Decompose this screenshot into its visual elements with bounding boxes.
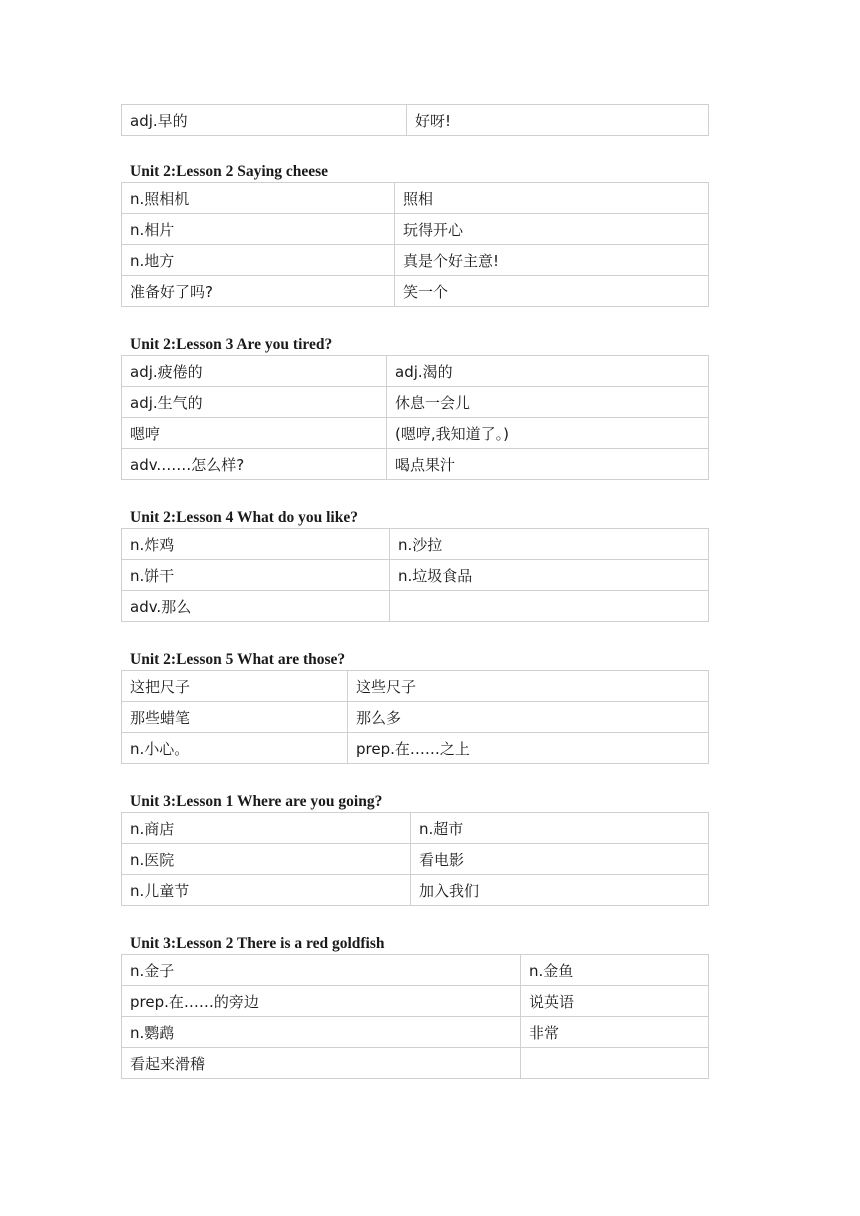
- table-cell: adj.疲倦的: [122, 356, 387, 387]
- table-row: [122, 356, 709, 387]
- table-row: [122, 844, 709, 875]
- table-row: [122, 702, 709, 733]
- table-row: [122, 560, 709, 591]
- table-cell: 好呀!: [407, 105, 709, 136]
- table-row: [122, 276, 709, 307]
- table-cell: 那么多: [348, 702, 709, 733]
- table-row: [122, 986, 709, 1017]
- table-cell: adv.那么: [122, 591, 390, 622]
- table-cell: 玩得开心: [395, 214, 709, 245]
- table-cell: [390, 591, 709, 622]
- table-cell: 那些蜡笔: [122, 702, 348, 733]
- section-heading: Unit 2:Lesson 3 Are you tired?: [130, 336, 333, 353]
- table-row: [122, 955, 709, 986]
- table-cell: n.金鱼: [521, 955, 709, 986]
- vocab-table: [121, 528, 708, 622]
- section-heading: Unit 2:Lesson 5 What are those?: [130, 651, 346, 668]
- table-cell: 喝点果汁: [387, 449, 709, 480]
- vocab-table: [121, 670, 708, 764]
- table-cell: adj.渴的: [387, 356, 709, 387]
- table-row: [122, 105, 709, 136]
- table-cell: prep.在……之上: [348, 733, 709, 764]
- table-cell: n.儿童节: [122, 875, 411, 906]
- table-cell: n.垃圾食品: [390, 560, 709, 591]
- table-cell: 休息一会儿: [387, 387, 709, 418]
- table-row: [122, 733, 709, 764]
- vocab-table-top: [121, 104, 708, 136]
- table-cell: 看电影: [411, 844, 709, 875]
- table-cell: n.相片: [122, 214, 395, 245]
- vocab-table: [121, 355, 708, 480]
- table-cell: 这些尺子: [348, 671, 709, 702]
- table-row: [122, 875, 709, 906]
- table-cell: 准备好了吗?: [122, 276, 395, 307]
- table-cell: n.地方: [122, 245, 395, 276]
- table-cell: n.鹦鹉: [122, 1017, 521, 1048]
- table-cell: 照相: [395, 183, 709, 214]
- table-cell: prep.在……的旁边: [122, 986, 521, 1017]
- table-cell: 嗯哼: [122, 418, 387, 449]
- table-cell: 加入我们: [411, 875, 709, 906]
- table-cell: 笑一个: [395, 276, 709, 307]
- table-row: [122, 214, 709, 245]
- vocab-table: [121, 812, 708, 906]
- table-cell: 这把尺子: [122, 671, 348, 702]
- table-cell: n.炸鸡: [122, 529, 390, 560]
- table-cell: n.沙拉: [390, 529, 709, 560]
- section-heading: Unit 3:Lesson 1 Where are you going?: [130, 793, 383, 810]
- table-row: [122, 183, 709, 214]
- table-cell: n.金子: [122, 955, 521, 986]
- table-row: [122, 1048, 709, 1079]
- table-cell: adj.早的: [122, 105, 407, 136]
- table-row: [122, 245, 709, 276]
- table-cell: adj.生气的: [122, 387, 387, 418]
- table-row: [122, 418, 709, 449]
- vocab-table: [121, 954, 708, 1079]
- section-heading: Unit 3:Lesson 2 There is a red goldfish: [130, 935, 385, 952]
- table-row: [122, 591, 709, 622]
- table-cell: adv.……怎么样?: [122, 449, 387, 480]
- table-cell: [521, 1048, 709, 1079]
- table-cell: n.超市: [411, 813, 709, 844]
- table-cell: n.小心。: [122, 733, 348, 764]
- section-heading: Unit 2:Lesson 4 What do you like?: [130, 509, 358, 526]
- table-cell: (嗯哼,我知道了。): [387, 418, 709, 449]
- table-cell: n.商店: [122, 813, 411, 844]
- table-cell: 说英语: [521, 986, 709, 1017]
- table-row: [122, 813, 709, 844]
- table-row: [122, 449, 709, 480]
- table-row: [122, 529, 709, 560]
- table-cell: n.饼干: [122, 560, 390, 591]
- table-row: [122, 387, 709, 418]
- vocab-table: [121, 182, 708, 307]
- table-row: [122, 1017, 709, 1048]
- table-row: [122, 671, 709, 702]
- table-cell: 看起来滑稽: [122, 1048, 521, 1079]
- table-cell: n.医院: [122, 844, 411, 875]
- table-cell: 真是个好主意!: [395, 245, 709, 276]
- table-cell: n.照相机: [122, 183, 395, 214]
- section-heading: Unit 2:Lesson 2 Saying cheese: [130, 163, 329, 180]
- table-cell: 非常: [521, 1017, 709, 1048]
